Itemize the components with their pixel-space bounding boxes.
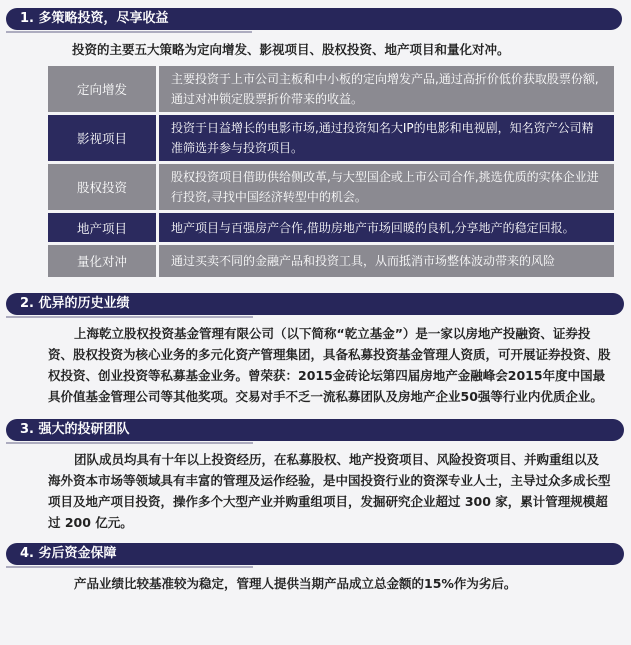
section-title-team: 3. 强大的投研团队 <box>6 419 624 441</box>
strategy-name: 定向增发 <box>48 66 156 112</box>
guarantee-paragraph: 产品业绩比较基准较为稳定，管理人提供当期产品成立总金额的15%作为劣后。 <box>74 576 517 591</box>
section-title-strategies: 1. 多策略投资，尽享收益 <box>6 8 622 30</box>
performance-paragraph: 上海乾立股权投资基金管理有限公司（以下简称“乾立基金”）是一家以房地产投融资、证券投资、股权投资为核心业务的多元化资产管理集团，具备私募投资基金管理人资质，可开展证券投资、股权投资、创业投资等私募基金业务。曾荣获：2015金砖论坛第四届房地产金融峰会2015年度中国最具价值基金管理公司等其他奖项。交易对手不乏一流私募团队及房地产企业50强等行业内优质企业。 <box>48 326 611 404</box>
strategy-row <box>48 115 614 161</box>
strategy-row <box>48 66 614 112</box>
strategy-name: 量化对冲 <box>48 245 156 277</box>
strategy-desc: 地产项目与百强房产合作,借助房地产市场回暖的良机,分享地产的稳定回报。 <box>159 213 614 242</box>
strategy-table <box>48 66 614 277</box>
strategy-name: 地产项目 <box>48 213 156 242</box>
strategy-name: 股权投资 <box>48 164 156 210</box>
section-title-guarantee: 4. 劣后资金保障 <box>6 543 624 565</box>
strategies-intro: 投资的主要五大策略为定向增发、影视项目、股权投资、地产项目和量化对冲。 <box>72 42 510 57</box>
strategy-row <box>48 245 614 277</box>
section-title-performance: 2. 优异的历史业绩 <box>6 293 624 315</box>
strategy-desc: 股权投资项目借助供给侧改革,与大型国企或上市公司合作,挑选优质的实体企业进行投资,寻找中国经济转型中的机会。 <box>159 164 614 210</box>
strategy-name: 影视项目 <box>48 115 156 161</box>
team-paragraph: 团队成员均具有十年以上投资经历，在私募股权、地产投资项目、风险投资项目、并购重组以及海外资本市场等领域具有丰富的管理及运作经验，是中国投资行业的资深专业人士，主导过众多成长型项目及地产项目投资，操作多个大型产业并购重组项目，发掘研究企业超过 300 家，累计管理规模超过 200 亿元。 <box>48 452 611 530</box>
strategy-row <box>48 164 614 210</box>
strategy-desc: 投资于日益增长的电影市场,通过投资知名大IP的电影和电视剧，知名资产公司精准筛选并参与投资项目。 <box>159 115 614 161</box>
strategy-row <box>48 213 614 242</box>
strategy-desc: 主要投资于上市公司主板和中小板的定向增发产品,通过高折价低价获取股票份额,通过对冲锁定股票折价带来的收益。 <box>159 66 614 112</box>
strategy-desc: 通过买卖不同的金融产品和投资工具，从而抵消市场整体波动带来的风险 <box>159 245 614 277</box>
